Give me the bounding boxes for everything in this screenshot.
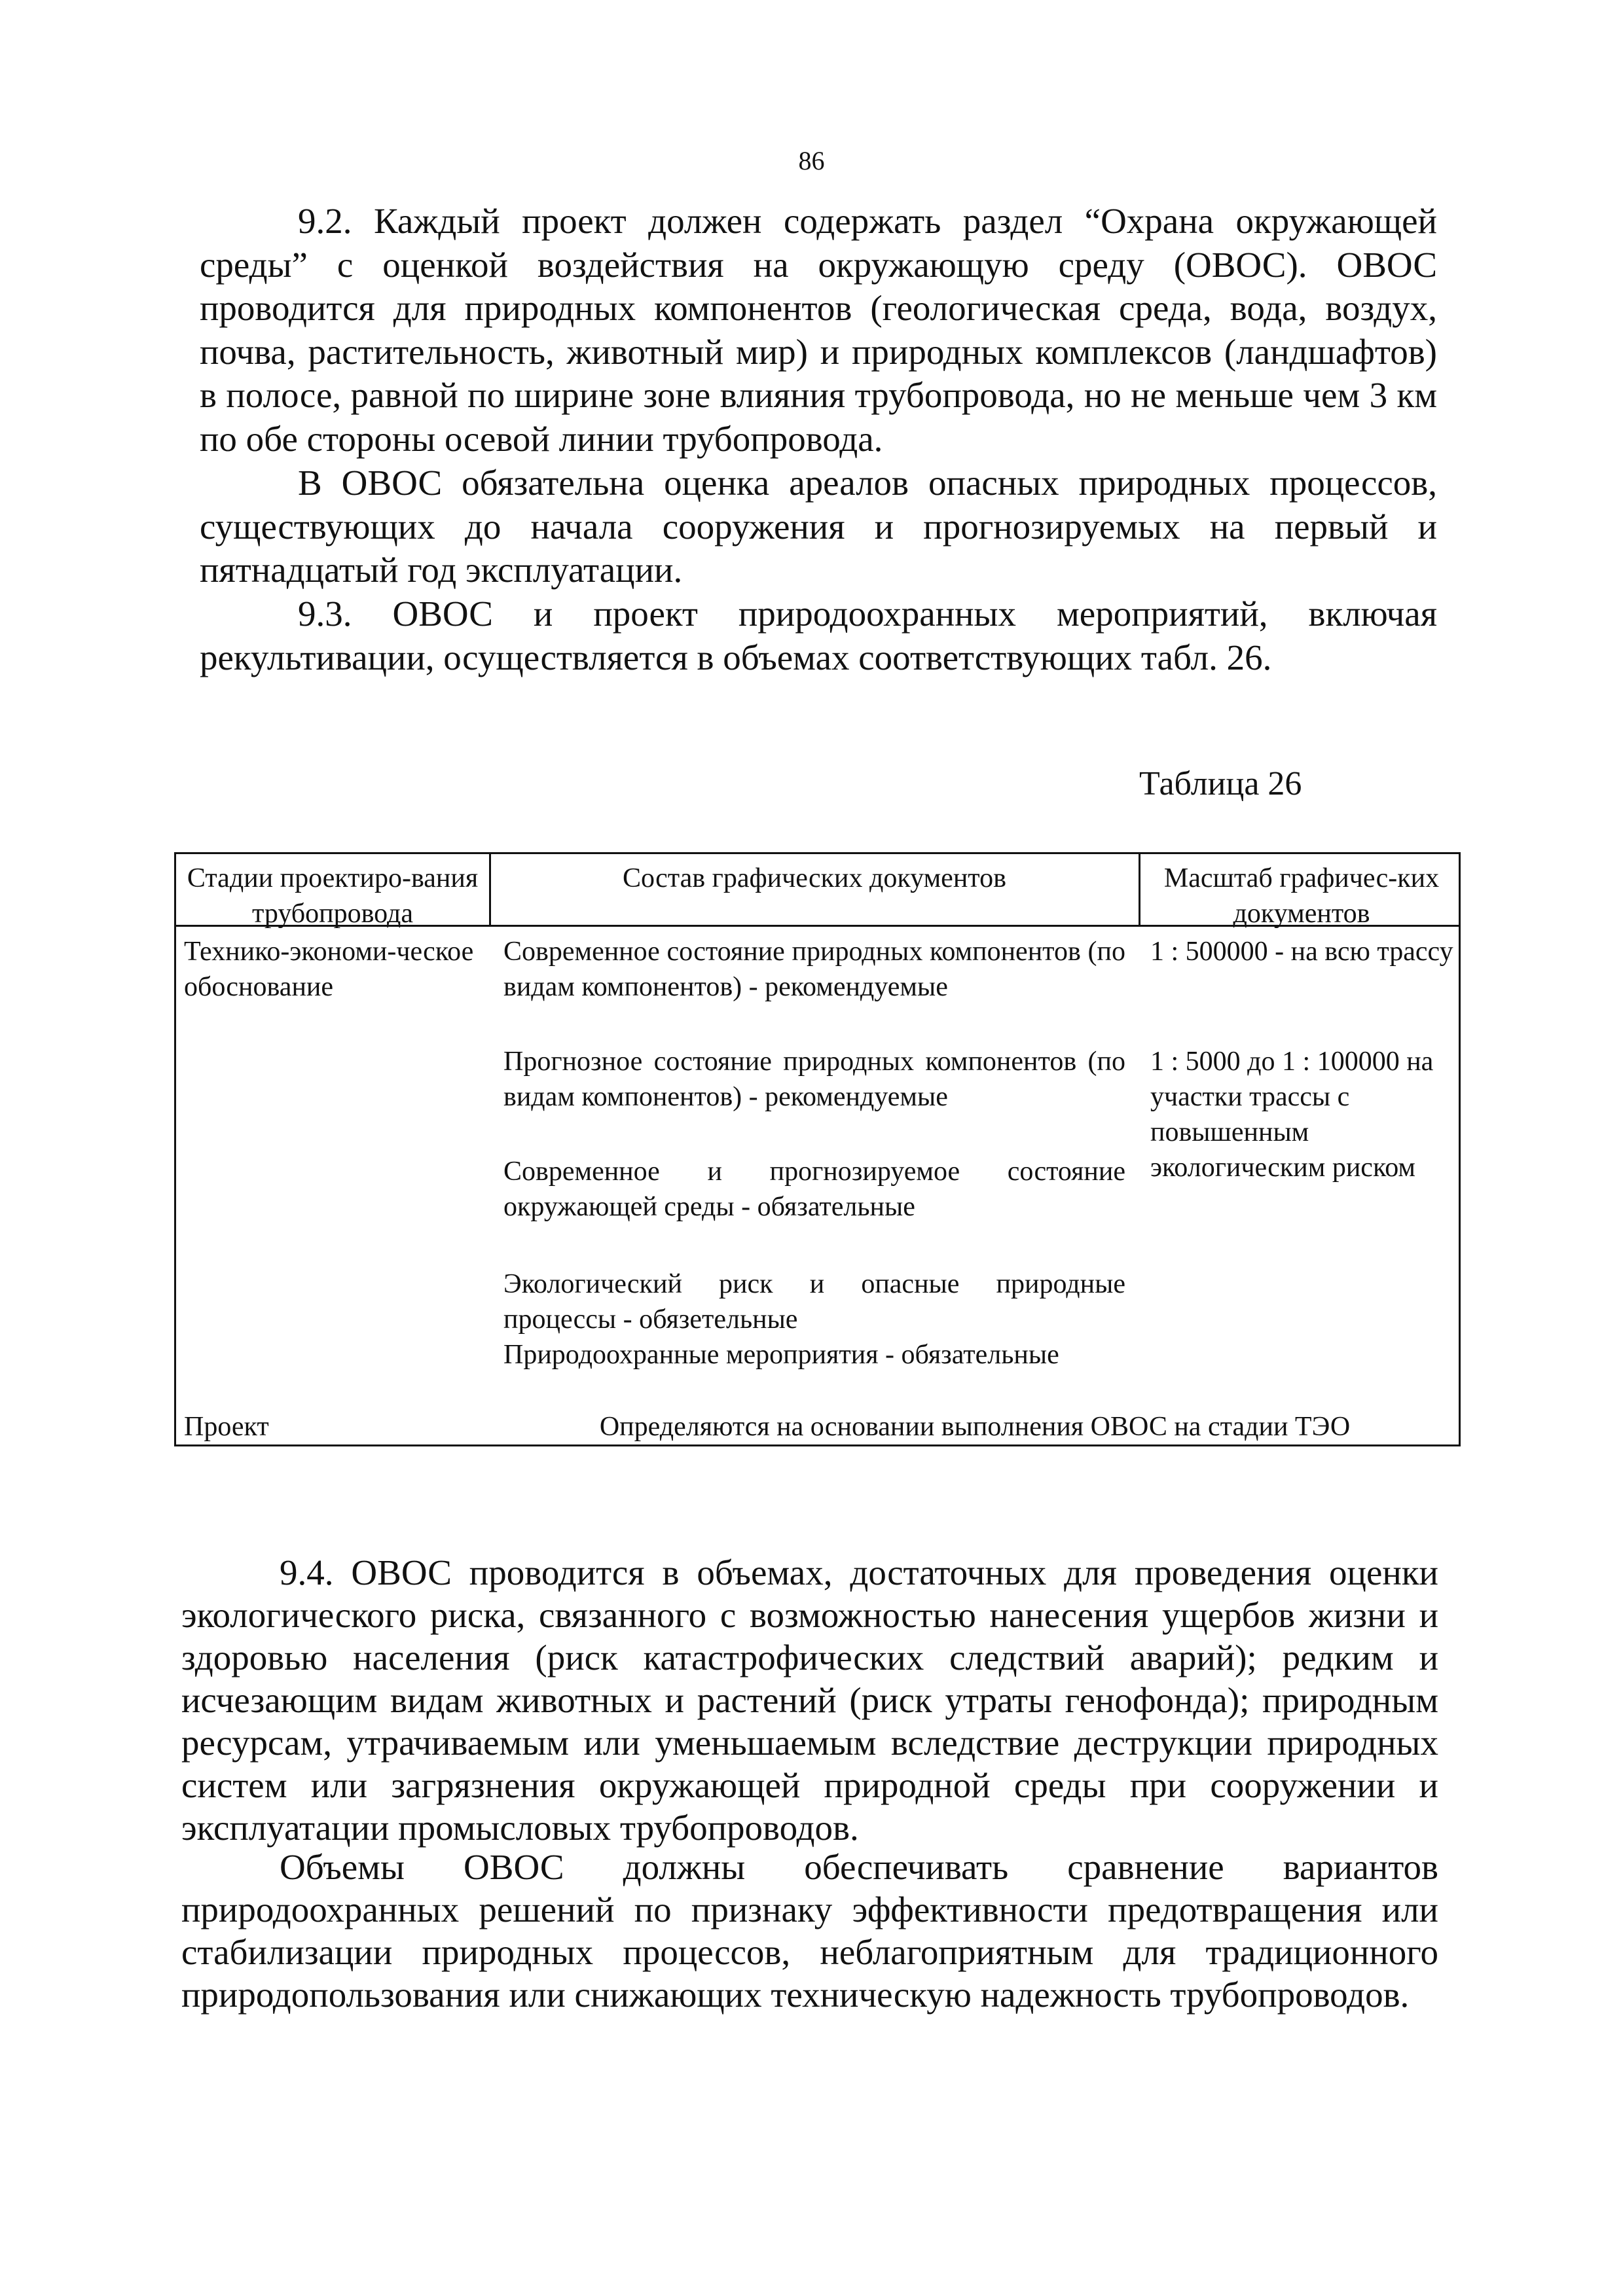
doc-forecast-state: Прогнозное состояние природных компонентов (по видам компонентов) - рекомендуемые bbox=[503, 1047, 1125, 1112]
table-caption: Таблица 26 bbox=[1139, 765, 1302, 802]
stage-feasibility: Технико-экономи-ческое обоснование bbox=[184, 937, 474, 1002]
paragraph-ovos-areas: В ОВОС обязательна оценка ареалов опасных природных процессов, существующих до начала сооружения и прогнозируемых на первый и пятнадцатый год эксплуатации. bbox=[200, 463, 1437, 590]
paragraph-9-4: 9.4. ОВОС проводится в объемах, достаточных для проведения оценки экологического риска, связанного с возможностью нанесения ущербов жизни и здоровью населения (риск катастрофических следствий аварий); редким и исчезающим видам животных и растений (риск утраты генофонда); природным ресурсам, утрачиваемым или уменьшаемым вследствие деструкции природных систем или загрязнения окружающей природной среды при сооружении и эксплуатации промысловых трубопроводов. bbox=[181, 1552, 1438, 1848]
table-26 bbox=[174, 852, 1461, 1446]
doc-ecological-risk: Экологический риск и опасные природные процессы - обязетельные bbox=[503, 1269, 1125, 1335]
project-note: Определяются на основании выполнения ОВОС на стадии ТЭО bbox=[599, 1412, 1351, 1442]
header-design-stages: Стадии проектиро-вания трубопровода bbox=[187, 863, 479, 929]
paragraph-9-3: 9.3. ОВОС и проект природоохранных мероприятий, включая рекультивации, осуществляется в объемах соответствующих табл. 26. bbox=[200, 594, 1437, 677]
stage-project: Проект bbox=[184, 1412, 269, 1442]
paragraph-9-2: 9.2. Каждый проект должен содержать раздел “Охрана окружающей среды” с оценкой воздействия на окружающую среду (ОВОС). ОВОС проводится для природных компонентов (геологическая среда, вода, воздух, почва, растительность, животный мир) и природных комплексов (ландшафтов) в полосе, равной по ширине зоне влияния трубопровода, но не меньше чем 3 км по обе стороны осевой линии трубопровода. bbox=[200, 201, 1437, 459]
scale-whole-route: 1 : 500000 - на всю трассу bbox=[1150, 937, 1453, 967]
paragraph-ovos-volumes: Объемы ОВОС должны обеспечивать сравнение вариантов природоохранных решений по признаку эффективности предотвращения или стабилизации природных процессов, неблагоприятным для традиционного природопользования или снижающих техническую надежность трубопроводов. bbox=[181, 1847, 1438, 2015]
page-number: 86 bbox=[798, 146, 825, 175]
doc-protection-measures: Природоохранные мероприятия - обязательные bbox=[503, 1340, 1059, 1370]
header-graphic-docs: Состав графических документов bbox=[623, 863, 1006, 893]
doc-current-state: Современное состояние природных компонентов (по видам компонентов) - рекомендуемые bbox=[503, 937, 1125, 1002]
scale-risk-sections: 1 : 5000 до 1 : 100000 на участки трассы с повышенным экологическим риском bbox=[1150, 1047, 1434, 1183]
header-scale: Масштаб графичес-ких документов bbox=[1163, 863, 1440, 929]
doc-environment-state: Современное и прогнозируемое состояние окружающей среды - обязательные bbox=[503, 1157, 1125, 1222]
